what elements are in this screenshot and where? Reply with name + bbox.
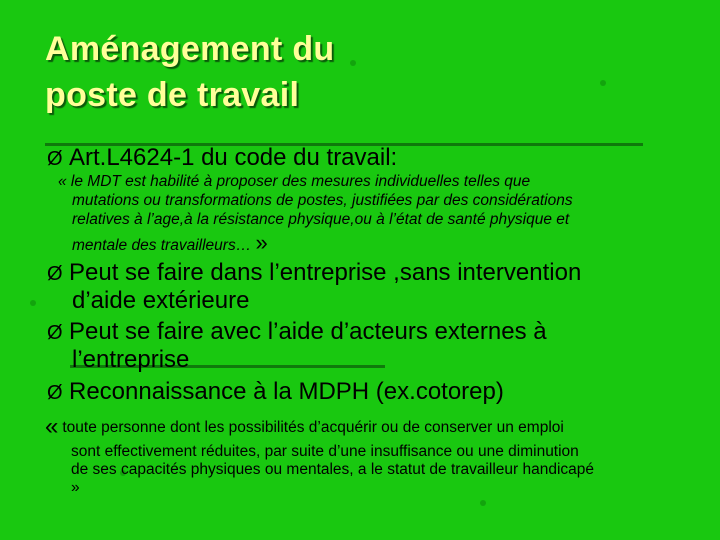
bullet-item <box>47 378 504 407</box>
quote-line: « le MDT est habilité à proposer des mesures individuelles telles que <box>58 173 531 190</box>
closing-guillemet: » <box>255 230 268 255</box>
quote-line: toute personne dont les possibilités d’acquérir ou de conserver un emploi <box>62 419 564 436</box>
quote-line: sont effectivement réduites, par suite d’une insuffisance ou une diminution <box>71 443 579 460</box>
bullet-text: Peut se faire dans l’entreprise ,sans intervention <box>69 259 582 286</box>
bullet-text: Peut se faire avec l’aide d’acteurs externes à <box>69 318 547 345</box>
arrow-bullet-icon: Ø <box>47 263 63 285</box>
slide-title-line1: Aménagement du <box>45 30 335 68</box>
closing-guillemet: » <box>71 479 80 496</box>
quote-line: mentale des travailleurs… <box>72 237 252 254</box>
quote-line: mutations ou transformations de postes, justifiées par des considérations <box>72 192 573 209</box>
bullet-text: Reconnaissance à la MDPH (ex.cotorep) <box>69 378 504 405</box>
article-quote <box>58 172 678 255</box>
decor-dot <box>350 60 356 66</box>
arrow-bullet-icon: Ø <box>47 382 63 404</box>
bullet-text-continued: l’entreprise <box>72 346 190 373</box>
quote-line: de ses capacités physiques ou mentales, a le statut de travailleur handicapé <box>71 461 595 478</box>
arrow-bullet-icon: Ø <box>47 148 63 170</box>
bullet-item <box>47 318 547 347</box>
opening-guillemet: « <box>45 413 59 440</box>
quote-line: relatives à l’age,à la résistance physique,ou à l’état de santé physique et <box>72 211 570 228</box>
decor-dot <box>600 80 606 86</box>
arrow-bullet-icon: Ø <box>47 322 63 344</box>
slide-title <box>45 26 334 118</box>
article-text: Art.L4624-1 du code du travail: <box>69 144 398 171</box>
bullet-text-continued: d’aide extérieure <box>72 287 250 314</box>
slide-title-line2: poste de travail <box>45 76 300 114</box>
article-bullet <box>47 144 397 173</box>
mdph-definition-quote <box>45 413 685 497</box>
bullet-item <box>47 259 581 288</box>
decor-dot <box>30 300 36 306</box>
decor-dot <box>480 500 486 506</box>
